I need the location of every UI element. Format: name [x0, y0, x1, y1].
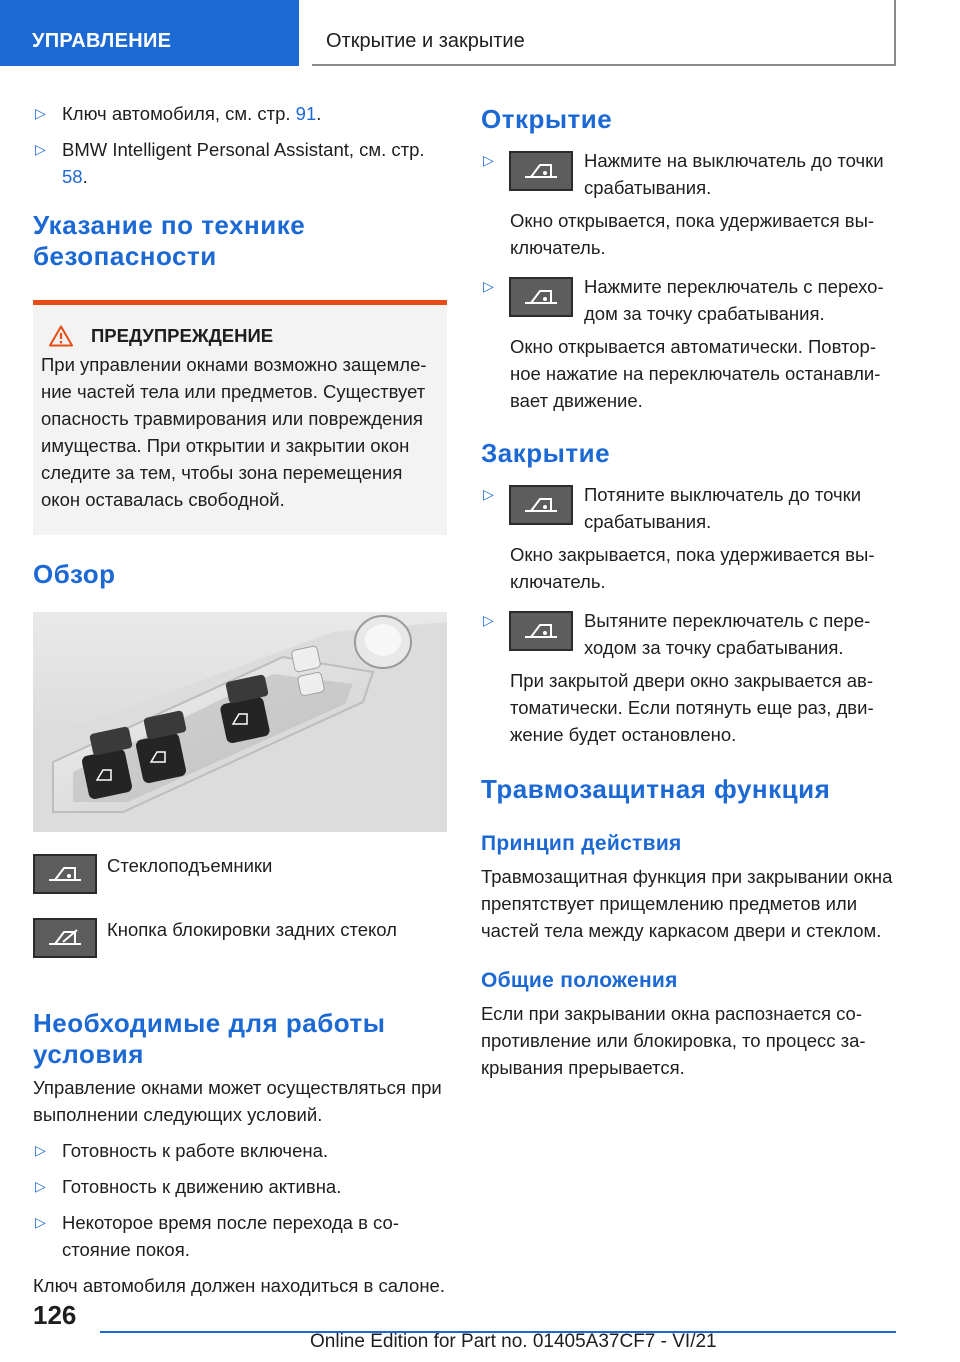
overview-heading: Обзор [33, 559, 116, 589]
triangle-bullet-icon: ▷ [483, 278, 494, 294]
bullet-tail: . [316, 103, 322, 124]
page-number: 126 [33, 1300, 77, 1330]
warning-text: При управлении окнами возможно защемление частей тела или предметов. Существует опасность травмирования или повреждения имущества. При открытии и закрытии окон следите за тем, чтобы зона перемещения окон оставалась свободной. [41, 354, 427, 510]
legend-label: Стеклоподъемники [107, 855, 273, 876]
opening-heading: Открытие [481, 104, 613, 134]
step-item [481, 273, 895, 327]
principle-heading: Принцип действия [481, 832, 682, 855]
step-note: Окно открывается автоматически. Повторное нажатие на переключатель останавливает движение. [510, 336, 881, 411]
page-header [0, 0, 960, 66]
triangle-bullet-icon: ▷ [35, 1178, 46, 1194]
right-column [481, 100, 895, 1081]
conditions-intro: Управление окнами может осуществляться при выполнении следующих условий. [33, 1077, 442, 1125]
general-heading: Общие положения [481, 969, 678, 992]
window-switch-icon [33, 854, 97, 894]
triangle-bullet-icon: ▷ [35, 105, 46, 121]
warning-title [41, 325, 437, 347]
window-lock-icon [33, 918, 97, 958]
closing-heading: Закрытие [481, 438, 611, 468]
legend-item-window-switch [33, 854, 447, 918]
page-link[interactable]: 58 [62, 166, 83, 187]
legend-label: Кнопка блокировки задних стекол [107, 919, 397, 940]
step-item [481, 607, 895, 661]
condition-text: Готовность к работе включена. [62, 1140, 329, 1161]
window-switch-photo [33, 612, 447, 832]
step-note: Окно открывается, пока удерживается выключатель. [510, 210, 875, 258]
triangle-bullet-icon: ▷ [483, 486, 494, 502]
window-switch-icon [509, 485, 573, 525]
general-text: Если при закрывании окна распознается сопротивление или блокировка, то процесс закрывания прерывается. [481, 1003, 866, 1078]
step-text: Нажмите переключатель с переходом за точку срабатывания. [584, 276, 884, 324]
step-item [481, 481, 895, 535]
chapter-title: Открытие и закрытие [312, 0, 896, 66]
list-item [33, 1137, 447, 1164]
principle-text: Травмозащитная функция при закрывании окна препятствует прищемлению предметов или частей тела между каркасом двери и стеклом. [481, 866, 893, 941]
list-item [33, 1173, 447, 1200]
safety-heading: Указание по технике безопасности [33, 210, 306, 271]
warning-title-text: ПРЕДУПРЕЖДЕНИЕ [91, 325, 274, 346]
triangle-bullet-icon: ▷ [35, 1214, 46, 1230]
window-switch-icon [509, 611, 573, 651]
triangle-bullet-icon: ▷ [483, 152, 494, 168]
page-link[interactable]: 91 [295, 103, 317, 124]
left-column [33, 100, 447, 1299]
step-note: Окно закрывается, пока удерживается выключатель. [510, 544, 875, 592]
bullet-text: BMW Intelligent Personal Assistant, см. стр. [62, 139, 425, 160]
triangle-bullet-icon: ▷ [35, 141, 46, 157]
warning-triangle-icon [49, 325, 73, 347]
list-item [33, 1209, 447, 1263]
step-note: При закрытой двери окно закрывается автоматически. Если потянуть еще раз, движение будет остановлено. [510, 670, 874, 745]
step-text: Вытяните переключатель с переходом за точку срабатывания. [584, 610, 871, 658]
condition-text: Готовность к движению активна. [62, 1176, 342, 1197]
conditions-outro: Ключ автомобиля должен находиться в салоне. [33, 1275, 445, 1296]
edition-info: Online Edition for Part no. 01405A37CF7 - VI/21 [310, 1331, 717, 1352]
pinch-protection-heading: Травмозащитная функция [481, 774, 831, 804]
warning-box [33, 300, 447, 535]
conditions-heading: Необходимые для работы условия [33, 1008, 386, 1069]
legend-item-window-lock [33, 918, 447, 982]
step-text: Потяните выключатель до точки срабатывания. [584, 484, 862, 532]
section-tab: УПРАВЛЕНИЕ [0, 0, 299, 66]
window-switch-icon [509, 151, 573, 191]
condition-text: Некоторое время после перехода в состояние покоя. [62, 1212, 399, 1260]
triangle-bullet-icon: ▷ [35, 1142, 46, 1158]
triangle-bullet-icon: ▷ [483, 612, 494, 628]
list-item [33, 136, 447, 190]
window-switch-icon [509, 277, 573, 317]
step-item [481, 147, 895, 201]
list-item [33, 100, 447, 127]
step-text: Нажмите на выключатель до точки срабатывания. [584, 150, 884, 198]
bullet-tail: . [82, 166, 88, 187]
bullet-text: Ключ автомобиля, см. стр. [62, 103, 296, 124]
